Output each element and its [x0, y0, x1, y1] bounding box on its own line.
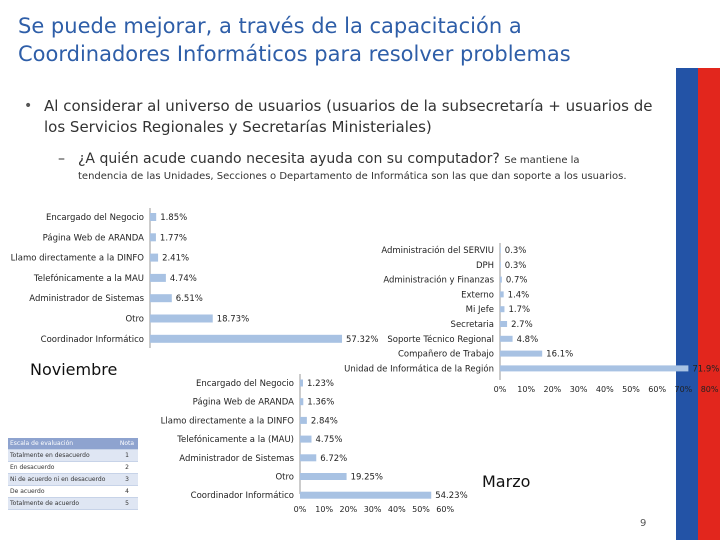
table-cell-scale: De acuerdo — [10, 488, 45, 495]
chart-data-label: 2.41% — [162, 253, 190, 264]
chart-data-label: 54.23% — [435, 491, 468, 502]
chart-bar — [150, 294, 172, 302]
table-cell-scale: En desacuerdo — [10, 464, 55, 471]
chart-tick-label: 80% — [700, 385, 719, 394]
slide-title: Se puede mejorar, a través de la capacitación a Coordinadores Informáticos para resolver problemas — [18, 14, 571, 66]
chart-data-label: 1.7% — [508, 305, 531, 316]
chart-category-label: Administración del SERVIU — [381, 246, 494, 256]
table-cell-grade: 4 — [125, 488, 129, 495]
bullet-marker: • — [24, 98, 33, 114]
chart-tick-label: 30% — [363, 505, 382, 514]
chart-data-label: 4.8% — [516, 334, 539, 345]
chart-bar — [500, 365, 688, 371]
chart-bar — [150, 274, 166, 282]
chart-data-label: 1.77% — [159, 233, 187, 244]
chart-data-label: 6.72% — [320, 453, 348, 464]
chart-data-label: 0.3% — [504, 246, 527, 256]
chart-tick-label: 60% — [436, 505, 455, 514]
chart-category-label: Administración y Finanzas — [383, 275, 494, 286]
bullet-text-3: tendencia de las Unidades, Secciones o Departamento de Informática son las que dan soporte a los usuarios. — [78, 171, 627, 182]
chart-bar — [500, 351, 542, 357]
chart-data-label: 2.7% — [511, 320, 533, 330]
chart-tick-label: 20% — [543, 385, 562, 394]
table-row — [8, 450, 138, 462]
chart-category-label: Otro — [125, 314, 144, 325]
chart-tick-label: 40% — [595, 385, 614, 394]
chart-bar — [300, 398, 303, 405]
table-cell-scale: Totalmente en desacuerdo — [10, 452, 90, 459]
table-cell-grade: 3 — [125, 476, 129, 483]
chart-category-label: Telefónicamente a la MAU — [33, 273, 144, 284]
chart-bar — [300, 417, 307, 424]
chart-bar — [500, 306, 504, 312]
chart-category-label: Página Web de ARANDA — [192, 397, 294, 408]
chart-category-label: Mi Jefe — [465, 305, 494, 316]
table-cell-grade: Nota — [119, 440, 135, 447]
chart-category-label: Administrador de Sistemas — [179, 453, 294, 464]
table-row — [8, 474, 138, 486]
chart-bar — [300, 454, 316, 461]
chart-category-label: Llamo directamente a la DINFO — [10, 253, 144, 264]
chart-bar — [500, 262, 501, 268]
chart-bar — [500, 291, 504, 297]
chart-bar — [300, 380, 303, 387]
chart-category-label: Encargado del Negocio — [196, 379, 294, 389]
chart-tick-label: 50% — [412, 505, 430, 514]
chart-tick-label: 20% — [339, 505, 358, 514]
table-row — [8, 462, 138, 474]
chart-bar — [150, 315, 213, 323]
table-header-row — [8, 438, 138, 450]
bullet-text-2-small: Se mantiene la — [504, 155, 580, 166]
chart-data-label: 0.3% — [504, 260, 527, 271]
chart-category-label: Unidad de Informática de la Región — [344, 364, 494, 375]
chart-bar — [150, 233, 156, 241]
table-cell-grade: 2 — [125, 464, 129, 471]
chart-tick-label: 70% — [674, 385, 693, 394]
label-noviembre: Noviembre — [30, 360, 118, 379]
chart-category-label: Secretaria — [450, 320, 494, 330]
chart-bar — [300, 436, 311, 443]
chart-bar — [500, 321, 507, 327]
chart-category-label: Página Web de ARANDA — [42, 233, 144, 244]
chart-data-label: 4.75% — [315, 435, 343, 446]
chart-data-label: 1.23% — [306, 379, 334, 389]
page-number: 9 — [640, 518, 647, 529]
chart-data-label: 1.36% — [307, 397, 335, 408]
chart-category-label: Coordinador Informático — [40, 334, 144, 345]
chart-category-label: DPH — [475, 260, 494, 271]
chart-tick-label: 0% — [493, 385, 507, 394]
chart-tick-label: 10% — [315, 505, 334, 514]
chart-category-label: Externo — [461, 290, 494, 301]
chart-bar — [150, 213, 156, 221]
label-marzo: Marzo — [482, 472, 531, 491]
evaluation-scale-table — [8, 438, 138, 510]
bullet-text-1: Al considerar al universo de usuarios (usuarios de la subsecretaría + usuarios de los Servicios Regionales y Secretarías Ministeriales) — [44, 97, 653, 136]
chart-data-label: 71.9% — [692, 364, 720, 375]
chart-data-label: 0.7% — [505, 275, 528, 286]
chart-data-label: 2.84% — [310, 416, 338, 427]
chart-bar — [300, 473, 347, 480]
chart-tick-label: 40% — [387, 505, 406, 514]
chart-bar — [150, 335, 342, 343]
chart-data-label: 57.32% — [346, 334, 379, 345]
table-cell-grade: 5 — [125, 500, 129, 507]
chart-data-label: 4.74% — [169, 273, 197, 284]
chart-category-label: Encargado del Negocio — [46, 213, 144, 223]
chart-data-label: 6.51% — [175, 294, 203, 305]
chart-category-label: Llamo directamente a la DINFO — [160, 416, 294, 427]
chart-category-label: Telefónicamente a la (MAU) — [177, 435, 294, 446]
chart-bar — [150, 254, 158, 262]
chart-bar — [300, 492, 431, 499]
chart-data-label: 18.73% — [216, 314, 250, 325]
chart-category-label: Compañero de Trabajo — [398, 349, 494, 360]
table-cell-grade: 1 — [125, 452, 129, 459]
chart-bar — [500, 247, 501, 253]
chart-tick-label: 30% — [569, 385, 588, 394]
chart-tick-label: 60% — [648, 385, 667, 394]
chart-category-label: Coordinador Informático — [190, 491, 294, 502]
table-cell-scale: Ni de acuerdo ni en desacuerdo — [10, 476, 106, 483]
chart-bar — [500, 336, 513, 342]
chart-category-label: Administrador de Sistemas — [29, 294, 144, 305]
bullet-text-2-main: ¿A quién acude cuando necesita ayuda con su computador? — [78, 151, 500, 167]
dash-marker: – — [58, 151, 65, 167]
chart-data-label: 19.25% — [350, 472, 384, 483]
chart-bar — [500, 277, 502, 283]
table-row — [8, 486, 138, 498]
chart-category-label: Soporte Técnico Regional — [387, 334, 494, 345]
chart-tick-label: 50% — [622, 385, 640, 394]
chart-tick-label: 10% — [517, 385, 536, 394]
chart-category-label: Otro — [275, 472, 294, 483]
table-cell-scale: Escala de evaluación — [10, 440, 74, 447]
table-row — [8, 498, 138, 510]
chart-data-label: 16.1% — [546, 349, 574, 360]
chart-tick-label: 0% — [293, 505, 307, 514]
chart-data-label: 1.85% — [160, 213, 188, 223]
table-cell-scale: Totalmente de acuerdo — [10, 500, 80, 507]
chart-data-label: 1.4% — [507, 290, 530, 301]
